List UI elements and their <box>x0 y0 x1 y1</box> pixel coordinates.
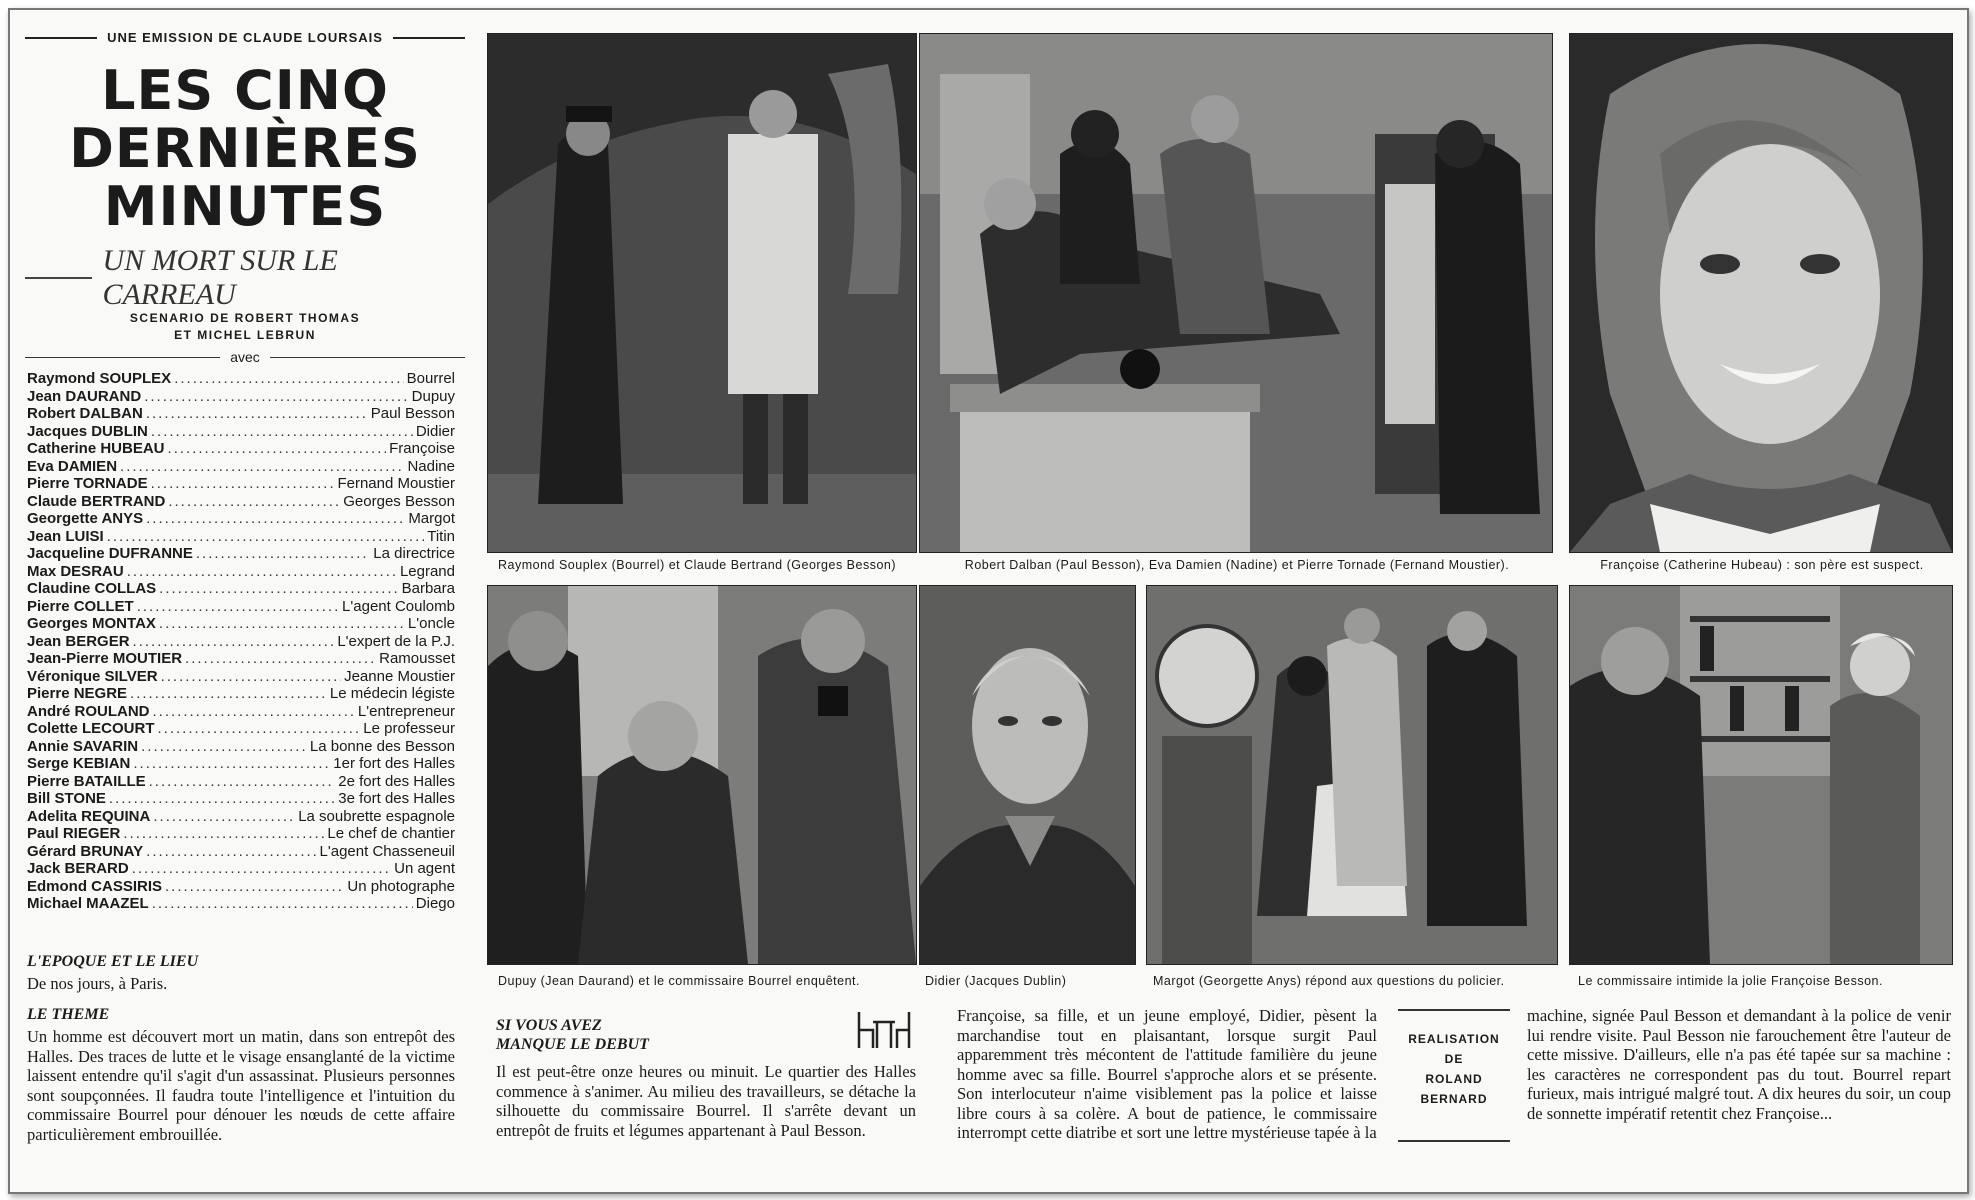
photo-dupuy-bourrel <box>487 585 917 965</box>
cast-actor: Bill STONE <box>27 790 106 807</box>
theme-text: Un homme est découvert mort un matin, dans son entrepôt des Halles. Des traces de lutte et le visage ensanglanté de la victime laissent entendre qu'il s'agit d'un assassinat. Plusieurs personnes sont soupçonnées. Il faudra toute l'intelligence et l'intuition du commissaire Bourrel pour dénouer les nœuds de cette affaire particulièrement embrouillée. <box>27 1027 455 1144</box>
cast-role: Barbara <box>401 580 455 597</box>
cast-row <box>27 615 455 633</box>
cast-row <box>27 878 455 896</box>
cast-leader-dots <box>133 755 330 773</box>
cast-actor: Serge KEBIAN <box>27 755 131 772</box>
cast-row <box>27 738 455 756</box>
cast-leader-dots <box>141 738 307 756</box>
cast-leader-dots <box>152 895 413 913</box>
cast-role: La directrice <box>373 545 455 562</box>
cast-row <box>27 755 455 773</box>
cast-actor: Pierre NEGRE <box>27 685 128 702</box>
cast-role: Legrand <box>399 562 455 580</box>
kicker <box>25 30 465 45</box>
cast-leader-dots <box>132 860 391 878</box>
cast-actor: Edmond CASSIRIS <box>27 877 163 895</box>
cast-role: Jeanne Moustier <box>344 667 455 685</box>
cast-role: L'oncle <box>407 615 455 632</box>
cast-leader-dots <box>168 440 387 458</box>
photo-margot <box>1146 585 1558 965</box>
cast-row <box>27 458 455 476</box>
realisation-line-4: BERNARD <box>1420 1092 1488 1106</box>
cast-role: Didier <box>415 422 455 440</box>
cast-role: Titin <box>427 527 455 545</box>
cast-leader-dots <box>149 773 336 791</box>
cast-row <box>27 703 455 721</box>
epoque-heading: L'EPOQUE ET LE LIEU <box>27 953 199 970</box>
cast-row <box>27 528 455 546</box>
subtitle-text: UN MORT SUR LE CARREAU <box>102 244 338 311</box>
cast-actor: Robert DALBAN <box>27 405 143 422</box>
cast-actor: Jean BERGER <box>27 632 130 650</box>
cast-leader-dots <box>120 458 404 476</box>
photo-commissaire-francoise <box>1569 585 1953 965</box>
cast-row <box>27 598 455 616</box>
cast-row <box>27 545 455 563</box>
photo-didier-image <box>920 586 1135 964</box>
photo-didier <box>919 585 1136 965</box>
cast-row <box>27 843 455 861</box>
cast-row <box>27 895 455 913</box>
cast-leader-dots <box>146 510 405 528</box>
cast-actor: Georgette ANYS <box>27 510 144 527</box>
cast-actor: Jean-Pierre MOUTIER <box>27 650 183 667</box>
cast-leader-dots <box>146 843 316 861</box>
col3-text: Françoise, sa fille, et un jeune employé, Didier, pèsent la marchandise tout en plaisantant, lorsque surgit Paul apparemment très mécontent de l'attitude familière du jeune homme avec sa fille. Bourrel s'approche alors et se présente. Son interlocuteur n'aime visiblement pas la police et laisse libre cours à sa colère. A bout de patience, le commissaire interrompt cette diatribe et sort une lettre mystérieuse tapée à la <box>957 1006 1377 1142</box>
cast-role: L'agent Coulomb <box>342 597 455 615</box>
cast-leader-dots <box>161 668 342 686</box>
cast-row <box>27 860 455 878</box>
cast-row <box>27 388 455 406</box>
cast-leader-dots <box>127 563 397 581</box>
avec-divider <box>25 349 465 365</box>
cast-actor: Pierre TORNADE <box>27 475 148 492</box>
photo-dalban-damien-tornade-image <box>920 34 1552 552</box>
theme-heading: LE THEME <box>27 1006 110 1023</box>
scenario-credits <box>25 310 465 344</box>
cast-role: La soubrette espagnole <box>298 807 455 825</box>
photo-margot-image <box>1147 586 1557 964</box>
cast-actor: Annie SAVARIN <box>27 737 139 755</box>
scenario-line-2: ET MICHEL LEBRUN <box>174 328 316 342</box>
cast-row <box>27 423 455 441</box>
cast-actor: Catherine HUBEAU <box>27 440 165 457</box>
cast-actor: André ROULAND <box>27 702 150 720</box>
caption-photo-1: Raymond Souplex (Bourrel) et Claude Bertrand (Georges Besson) <box>498 558 897 572</box>
cast-role: L'entrepreneur <box>357 702 455 720</box>
cast-leader-dots <box>185 650 376 668</box>
debut-text: Il est peut-être onze heures ou minuit. Le quartier des Halles commence à s'animer. Au milieu des travailleurs, se détache la silhouette du commissaire Bourrel. Il s'arrête devant un entrepôt de fruits et légumes appartenant à Paul Besson. <box>496 1062 916 1140</box>
caption-photo-2: Robert Dalban (Paul Besson), Eva Damien (Nadine) et Pierre Tornade (Fernand Moustier). <box>964 558 1510 572</box>
cast-leader-dots <box>196 545 370 563</box>
subtitle <box>25 244 465 312</box>
cast-role: Fernand Moustier <box>337 475 455 492</box>
cast-actor: Véronique SILVER <box>27 667 158 685</box>
cast-role: Paul Besson <box>370 405 455 422</box>
cast-role: Le chef de chantier <box>327 825 455 842</box>
title-line-3: MINUTES <box>103 175 387 238</box>
cast-row <box>27 685 455 703</box>
cast-leader-dots <box>123 825 324 843</box>
cast-role: Un agent <box>394 860 455 877</box>
cast-row <box>27 440 455 458</box>
kicker-rule-right <box>393 37 465 39</box>
cast-leader-dots <box>153 703 355 721</box>
cast-actor: Paul RIEGER <box>27 825 121 842</box>
cast-role: Un photographe <box>347 877 455 895</box>
avec-text: avec <box>230 349 260 365</box>
chairs-table-icon <box>855 1008 913 1052</box>
caption-photo-5: Didier (Jacques Dublin) <box>925 974 1067 988</box>
cast-leader-dots <box>133 633 335 651</box>
cast-actor: Adelita REQUINA <box>27 807 151 825</box>
cast-leader-dots <box>137 598 339 616</box>
photo-francoise-portrait <box>1569 33 1953 553</box>
cast-row <box>27 668 455 686</box>
cast-role: L'agent Chasseneuil <box>319 842 455 860</box>
title-line-1: LES CINQ <box>101 59 389 122</box>
cast-role: Diego <box>415 895 455 912</box>
debut-heading <box>496 1016 649 1054</box>
cast-row <box>27 475 455 493</box>
kicker-rule-left <box>25 37 97 39</box>
realisation-line-3: ROLAND <box>1425 1072 1483 1086</box>
cast-row <box>27 493 455 511</box>
cast-role: Le médecin légiste <box>329 685 455 702</box>
cast-leader-dots <box>109 790 335 808</box>
cast-leader-dots <box>158 720 361 738</box>
realisation-line-1: REALISATION <box>1408 1032 1500 1046</box>
cast-actor: Jacqueline DUFRANNE <box>27 545 193 562</box>
debut-heading-line-2: MANQUE LE DEBUT <box>496 1036 649 1053</box>
cast-row <box>27 405 455 423</box>
cast-role: L'expert de la P.J. <box>337 632 455 650</box>
kicker-text: UNE EMISSION DE CLAUDE LOURSAIS <box>107 30 383 45</box>
cast-row <box>27 633 455 651</box>
cast-role: Françoise <box>389 440 455 457</box>
cast-row <box>27 773 455 791</box>
cast-leader-dots <box>144 388 408 406</box>
cast-role: Le professeur <box>363 720 455 737</box>
photo-bourrel-besson <box>487 33 917 553</box>
cast-role: Bourrel <box>406 370 455 387</box>
cast-leader-dots <box>151 475 335 493</box>
cast-leader-dots <box>168 493 340 511</box>
cast-role: 1er fort des Halles <box>333 755 455 772</box>
cast-leader-dots <box>159 580 398 598</box>
cast-leader-dots <box>153 808 295 826</box>
cast-actor: Jacques DUBLIN <box>27 422 148 440</box>
chairs-table-icon-svg <box>855 1008 913 1052</box>
cast-row <box>27 563 455 581</box>
cast-row <box>27 825 455 843</box>
photo-francoise-portrait-image <box>1570 34 1952 552</box>
cast-role: Ramousset <box>379 650 455 667</box>
cast-leader-dots <box>146 405 368 423</box>
col4-text: machine, signée Paul Besson et demandant à la police de venir lui rendre visite. Paul Besson nie farouchement être l'auteur de cette missive. D'ailleurs, elle n'a pas été tapée sur sa machine : les caractères ne correspondent pas du tout. Bourrel repart furieux, mais intrigué malgré tout. A dix heures du soir, un coup de sonnette impératif retentit chez Françoise... <box>1527 1006 1951 1123</box>
cast-actor: Eva DAMIEN <box>27 457 118 475</box>
cast-actor: Pierre BATAILLE <box>27 772 146 790</box>
cast-row <box>27 510 455 528</box>
epoque-text: De nos jours, à Paris. <box>27 974 168 993</box>
cast-actor: Raymond SOUPLEX <box>27 370 172 387</box>
cast-actor: Jack BERARD <box>27 860 129 877</box>
cast-actor: Pierre COLLET <box>27 597 134 615</box>
cast-row <box>27 650 455 668</box>
cast-actor: Max DESRAU <box>27 562 124 580</box>
cast-leader-dots <box>130 685 327 703</box>
cast-leader-dots <box>159 615 405 633</box>
cast-leader-dots <box>174 370 403 388</box>
title-line-2: DERNIÈRES <box>69 117 421 180</box>
cast-row <box>27 580 455 598</box>
debut-heading-line-1: SI VOUS AVEZ <box>496 1017 602 1034</box>
cast-actor: Claudine COLLAS <box>27 580 157 597</box>
cast-leader-dots <box>151 423 413 441</box>
photo-commissaire-francoise-image <box>1570 586 1952 964</box>
cast-actor: Jean DAURAND <box>27 387 142 405</box>
cast-row <box>27 720 455 738</box>
cast-actor: Georges MONTAX <box>27 615 156 632</box>
cast-actor: Jean LUISI <box>27 527 104 545</box>
realisation-line-2: DE <box>1444 1052 1464 1066</box>
cast-role: Georges Besson <box>343 492 455 510</box>
cast-actor: Colette LECOURT <box>27 720 155 737</box>
cast-row <box>27 370 455 388</box>
cast-role: 2e fort des Halles <box>338 772 455 790</box>
cast-role: Dupuy <box>411 387 455 405</box>
scenario-line-1: SCENARIO DE ROBERT THOMAS <box>129 311 361 325</box>
caption-photo-4: Dupuy (Jean Daurand) et le commissaire Bourrel enquêtent. <box>498 974 861 988</box>
subtitle-rule <box>25 277 92 279</box>
cast-row <box>27 808 455 826</box>
cast-role: La bonne des Besson <box>309 737 455 755</box>
cast-actor: Claude BERTRAND <box>27 492 166 510</box>
cast-role: 3e fort des Halles <box>338 790 455 807</box>
avec-rule-left <box>25 357 220 358</box>
cast-role: Nadine <box>407 457 455 475</box>
cast-leader-dots <box>107 528 425 546</box>
cast-actor: Gérard BRUNAY <box>27 842 144 860</box>
cast-row <box>27 790 455 808</box>
photo-dalban-damien-tornade <box>919 33 1553 553</box>
cast-role: Margot <box>408 510 455 527</box>
caption-photo-7: Le commissaire intimide la jolie Françoise Besson. <box>1578 974 1883 988</box>
avec-rule-right <box>270 357 465 358</box>
caption-photo-3: Françoise (Catherine Hubeau) : son père est suspect. <box>1600 558 1924 572</box>
realisation-box <box>1398 1009 1510 1142</box>
photo-dupuy-bourrel-image <box>488 586 916 964</box>
caption-photo-6: Margot (Georgette Anys) répond aux questions du policier. <box>1153 974 1505 988</box>
photo-bourrel-besson-image <box>488 34 916 552</box>
cast-actor: Michael MAAZEL <box>27 895 149 912</box>
cast-leader-dots <box>165 878 344 896</box>
cast-list <box>27 370 455 913</box>
